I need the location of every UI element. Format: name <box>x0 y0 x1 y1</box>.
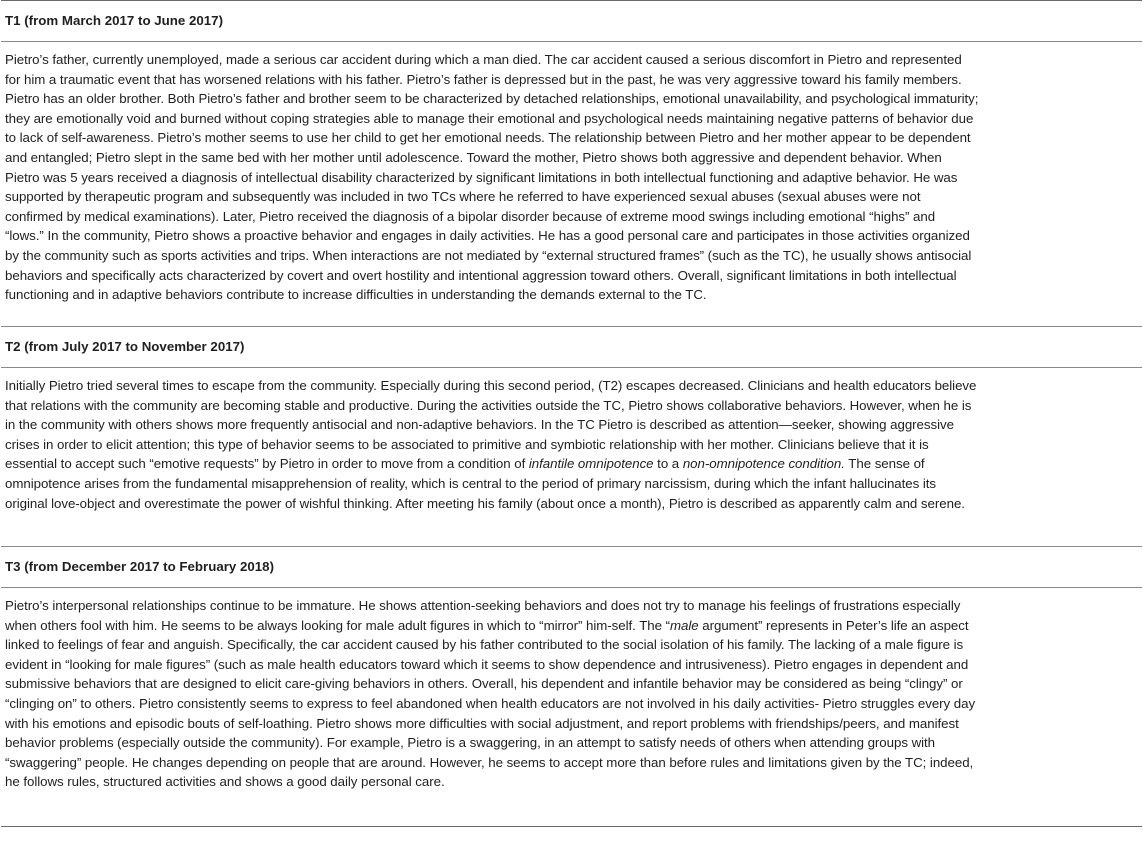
text-line: Pietro’s interpersonal relationships continue to be immature. He shows attention-seeking behaviors and does not try to manage his feelings of frustrations especially <box>5 598 961 613</box>
text-line: in the community with others shows more frequently antisocial and non-adaptive behaviors. In the TC Pietro is described as attention—seeker, showing aggressive <box>5 417 954 433</box>
section-heading-t1: T1 (from March 2017 to June 2017) <box>5 13 223 28</box>
text-line: and entangled; Pietro slept in the same bed with her mother until adolescence. Toward the mother, Pietro shows both aggressive and dependent behavior. When <box>5 149 942 165</box>
section-body-t1 <box>0 42 1143 326</box>
text-line: “clinging on” to others. Pietro consistently seems to express to feel abandoned when health educators are not involved in his daily activities- Pietro struggles every day <box>5 695 976 711</box>
text-line <box>5 616 1138 636</box>
text-run: when others fool with him. He seems to be always looking for male adult figures in which to “mirror” him-self. The “ <box>5 617 670 633</box>
text-line: to lack of self-awareness. Pietro’s mother seems to use her child to get her emotional needs. The relationship between Pietro and her mother appear to be dependent <box>5 130 971 146</box>
italic-term: infantile omnipotence <box>528 456 654 472</box>
text-run: essential to accept such “emotive requests” by Pietro in order to move from a condition of <box>5 456 526 472</box>
text-line: submissive behaviors that are designed to elicit care-giving behaviors in others. Overall, his dependent and infantile behavior may be considered as being “clingy” or <box>5 676 963 692</box>
text-line: Pietro’s father, currently unemployed, made a serious car accident during which a man died. The car accident caused a serious discomfort in Pietro and represented <box>5 52 962 67</box>
text-line <box>5 454 1138 474</box>
text-line: with his emotions and episodic bouts of self-loathing. Pietro shows more difficulties with social adjustment, and report problems with friendships/peers, and manifest <box>5 715 959 731</box>
text-line: confirmed by medical examinations). Later, Pietro received the diagnosis of a bipolar disorder because of extreme mood swings including emotional “highs” and <box>5 208 936 224</box>
text-line: he follows rules, structured activities and shows a good daily personal care. <box>5 774 445 790</box>
table-bottom-rule <box>1 826 1142 827</box>
text-line: behaviors and specifically acts characterized by covert and overt hostility and intentional aggression toward others. Overall, significant limitations in both intellectual <box>5 267 957 283</box>
text-line: “lows.” In the community, Pietro shows a proactive behavior and engages in daily activities. He has a good personal care and participates in those activities organized <box>5 228 970 244</box>
text-line: Pietro has an older brother. Both Pietro’s father and brother seem to be characterized by detached relationships, emotional unavailability, and psychological immaturity; <box>5 91 979 107</box>
italic-term: non-omnipotence condition. <box>682 456 845 472</box>
text-line: Pietro was 5 years received a diagnosis of intellectual disability characterized by significant limitations in both intellectual functioning and adaptive behavior. He was <box>5 169 958 185</box>
text-line: that relations with the community are becoming stable and productive. During the activities outside the TC, Pietro shows collaborative behaviors. However, when he is <box>5 397 972 413</box>
text-line: omnipotence arises from the fundamental misapprehension of reality, which is central to the period of primary narcissism, during which the infant hallucinates its <box>5 475 937 491</box>
text-line: for him a traumatic event that has worsened relations with his father. Pietro’s father is depressed but in the past, he was very aggressive toward his family members. <box>5 71 962 87</box>
text-line: they are emotionally void and burned without coping strategies able to manage their emotional and psychological needs maintaining negative patterns of behavior due <box>5 110 974 126</box>
section-heading-t3: T3 (from December 2017 to February 2018) <box>5 559 275 574</box>
text-run: to a <box>653 456 683 472</box>
section-body-t2 <box>0 368 1143 546</box>
text-line: by the community such as sports activities and trips. When interactions are not mediated by “external structured frames” (such as the TC), he usually shows antisocial <box>5 247 972 263</box>
italic-term: male <box>669 617 699 633</box>
text-line: evident in “looking for male figures” (such as male health educators toward which it seems to show dependence and intrusiveness). Pietro engages in dependent and <box>5 656 969 672</box>
text-line: crises in order to elicit attention; this type of behavior seems to be associated to primitive and symbiotic relationship with her mother. Clinicians believe that it is <box>5 436 929 452</box>
text-line: functioning and in adaptive behaviors contribute to increase difficulties in understanding the demands external to the TC. <box>5 287 707 303</box>
text-line: linked to feelings of fear and anguish. Specifically, the car accident caused by his father contributed to the social isolation of his family. The lacking of a male figure is <box>5 637 964 653</box>
text-line: Initially Pietro tried several times to escape from the community. Especially during this second period, (T2) escapes decreased. Clinicians and health educators believe <box>5 378 977 393</box>
text-line: supported by therapeutic program and subsequently was included in two TCs where he referred to have experienced sexual abuses (sexual abuses were not <box>5 189 921 205</box>
text-run: The sense of <box>844 456 925 472</box>
text-line: “swaggering” people. He changes depending on people that are around. However, he seems to accept more than before rules and limitations given by the TC; indeed, <box>5 754 974 770</box>
text-run: argument” represents in Peter’s life an aspect <box>698 617 969 633</box>
text-line: original love-object and overestimate the power of wishful thinking. After meeting his family (about once a month), Pietro is described as apparently calm and serene. <box>5 495 965 511</box>
section-body-t3 <box>0 588 1143 826</box>
section-heading-t2: T2 (from July 2017 to November 2017) <box>5 339 245 354</box>
text-line: behavior problems (especially outside the community). For example, Pietro is a swaggering, in an attempt to satisfy needs of others when attending groups with <box>5 735 936 751</box>
